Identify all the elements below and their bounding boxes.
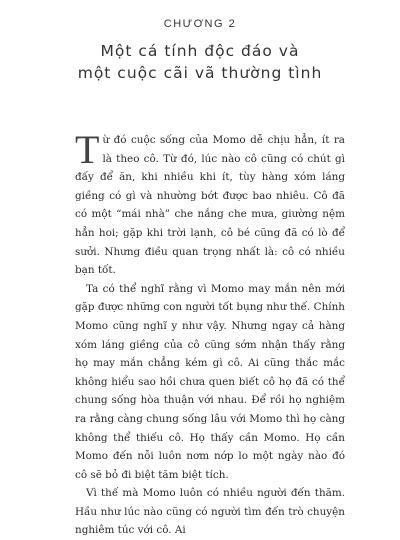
paragraph-1-text: ừ đó cuộc sống của Momo dễ chịu hẳn, ít ra là theo cô. Từ đó, lúc nào cô cũng có chút gì đấy để ăn, khi nhiều khi ít, tùy hàng xóm láng giềng có gì và nhường bớt được bao nhiêu. Cô đã có một “mái nhà” che nắng che mưa, giường nệm hẳn hoi; gặp khi trời lạnh, cô bé cũng đã có lò để sưởi. Nhưng điều quan trọng nhất là: cô có nhiều bạn tốt. <box>75 134 345 277</box>
drop-cap: T <box>75 127 100 172</box>
chapter-title <box>0 40 400 84</box>
paragraph-3: Vì thế mà Momo luôn có nhiều người đến thăm. Hầu như lúc nào cũng có người tìm đến trò chuyện nghiêm túc với cô. Ai <box>75 487 345 537</box>
chapter-title-line-2: một cuộc cãi vã thường tình <box>77 64 323 82</box>
paragraph-2: Ta có thể nghĩ rằng vì Momo may mắn nên mới gặp được những con người tốt bụng như thế. Chính Momo cũng nghĩ y như vậy. Nhưng ngay cả hàng xóm láng giềng của cô cũng sớm nhận thấy rằng họ may mắn chẳng kém gì cô. Ai cũng thắc mắc không hiểu sao hồi chưa quen biết cô họ đã có thể chung sống hòa thuận với nhau. Để rồi họ nghiệm ra rằng càng chung sống lâu với Momo thì họ càng không thể thiếu cô. Họ thấy cần Momo. Họ cần Momo đến nỗi luôn nơm nớp lo một ngày nào đó cô sẽ bỏ đi biệt tăm biệt tích. <box>75 282 345 481</box>
chapter-label: CHƯƠNG 2 <box>163 18 237 30</box>
paragraph-1 <box>75 127 345 280</box>
body-text <box>75 127 345 540</box>
chapter-title-line-1: Một cá tính độc đáo và <box>100 42 300 60</box>
